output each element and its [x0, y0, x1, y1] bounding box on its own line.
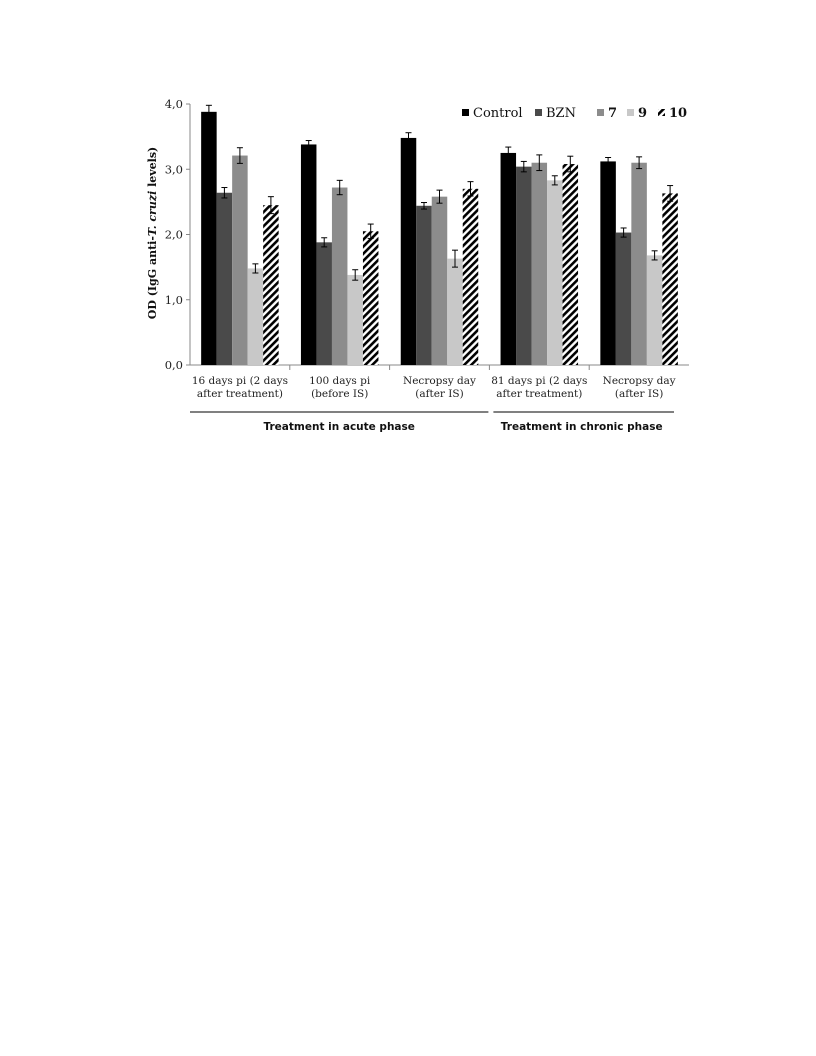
- category-label: (before IS): [311, 388, 369, 400]
- bar: [347, 275, 363, 365]
- category-labels: [192, 375, 676, 400]
- bar: [647, 255, 663, 365]
- category-label: Necropsy day: [403, 375, 476, 387]
- bar: [248, 268, 264, 365]
- bar: [263, 205, 279, 365]
- bar: [563, 164, 579, 365]
- bar: [363, 231, 379, 365]
- bar: [631, 163, 647, 365]
- bar: [301, 144, 317, 365]
- category-label: 16 days pi (2 days: [191, 375, 288, 387]
- y-axis-label: OD (IgG anti-T. cruzi levels): [146, 146, 159, 320]
- y-tick-label: 3,0: [164, 162, 183, 177]
- bar: [532, 163, 548, 365]
- legend-swatch: [535, 109, 542, 116]
- y-axis-ticks: [165, 97, 190, 372]
- bar: [447, 259, 463, 365]
- legend-swatch: [627, 109, 634, 116]
- legend-label: 10: [669, 106, 688, 121]
- y-tick-label: 0,0: [164, 358, 183, 372]
- category-label: Necropsy day: [602, 375, 676, 387]
- bar: [547, 180, 563, 365]
- category-label: 81 days pi (2 days: [491, 375, 588, 387]
- bars-layer: [201, 112, 678, 365]
- bar: [416, 206, 432, 365]
- bar: [516, 167, 532, 365]
- y-tick-label: 1,0: [164, 292, 183, 307]
- legend-swatch: [597, 109, 604, 116]
- bar: [232, 156, 248, 365]
- category-label: (after IS): [614, 388, 664, 400]
- legend-label: 9: [638, 106, 648, 121]
- bar: [401, 138, 417, 365]
- y-tick-label: 4,0: [164, 97, 183, 111]
- category-label: (after IS): [415, 388, 464, 400]
- legend-swatch: [658, 109, 665, 116]
- bar: [463, 189, 479, 365]
- category-label: after treatment): [196, 388, 283, 400]
- bar: [501, 153, 517, 365]
- bar: [600, 161, 616, 365]
- legend-label: 7: [608, 106, 618, 121]
- bar: [316, 242, 332, 365]
- legend-label: Control: [473, 106, 523, 121]
- legend-swatch: [462, 109, 469, 116]
- category-label: 100 days pi: [309, 375, 371, 387]
- bar: [662, 193, 678, 365]
- bar: [217, 193, 233, 365]
- legend-label: BZN: [546, 106, 576, 121]
- legend: [462, 106, 687, 121]
- y-tick-label: 2,0: [164, 227, 183, 242]
- bar: [432, 197, 448, 365]
- x-axis-ticks: [290, 365, 589, 370]
- phase-label: Treatment in acute phase: [263, 421, 415, 433]
- category-label: after treatment): [496, 388, 583, 400]
- bar: [201, 112, 217, 365]
- phase-groups: [190, 412, 674, 433]
- bar: [616, 233, 632, 365]
- bar: [332, 188, 348, 365]
- phase-label: Treatment in chronic phase: [500, 421, 663, 433]
